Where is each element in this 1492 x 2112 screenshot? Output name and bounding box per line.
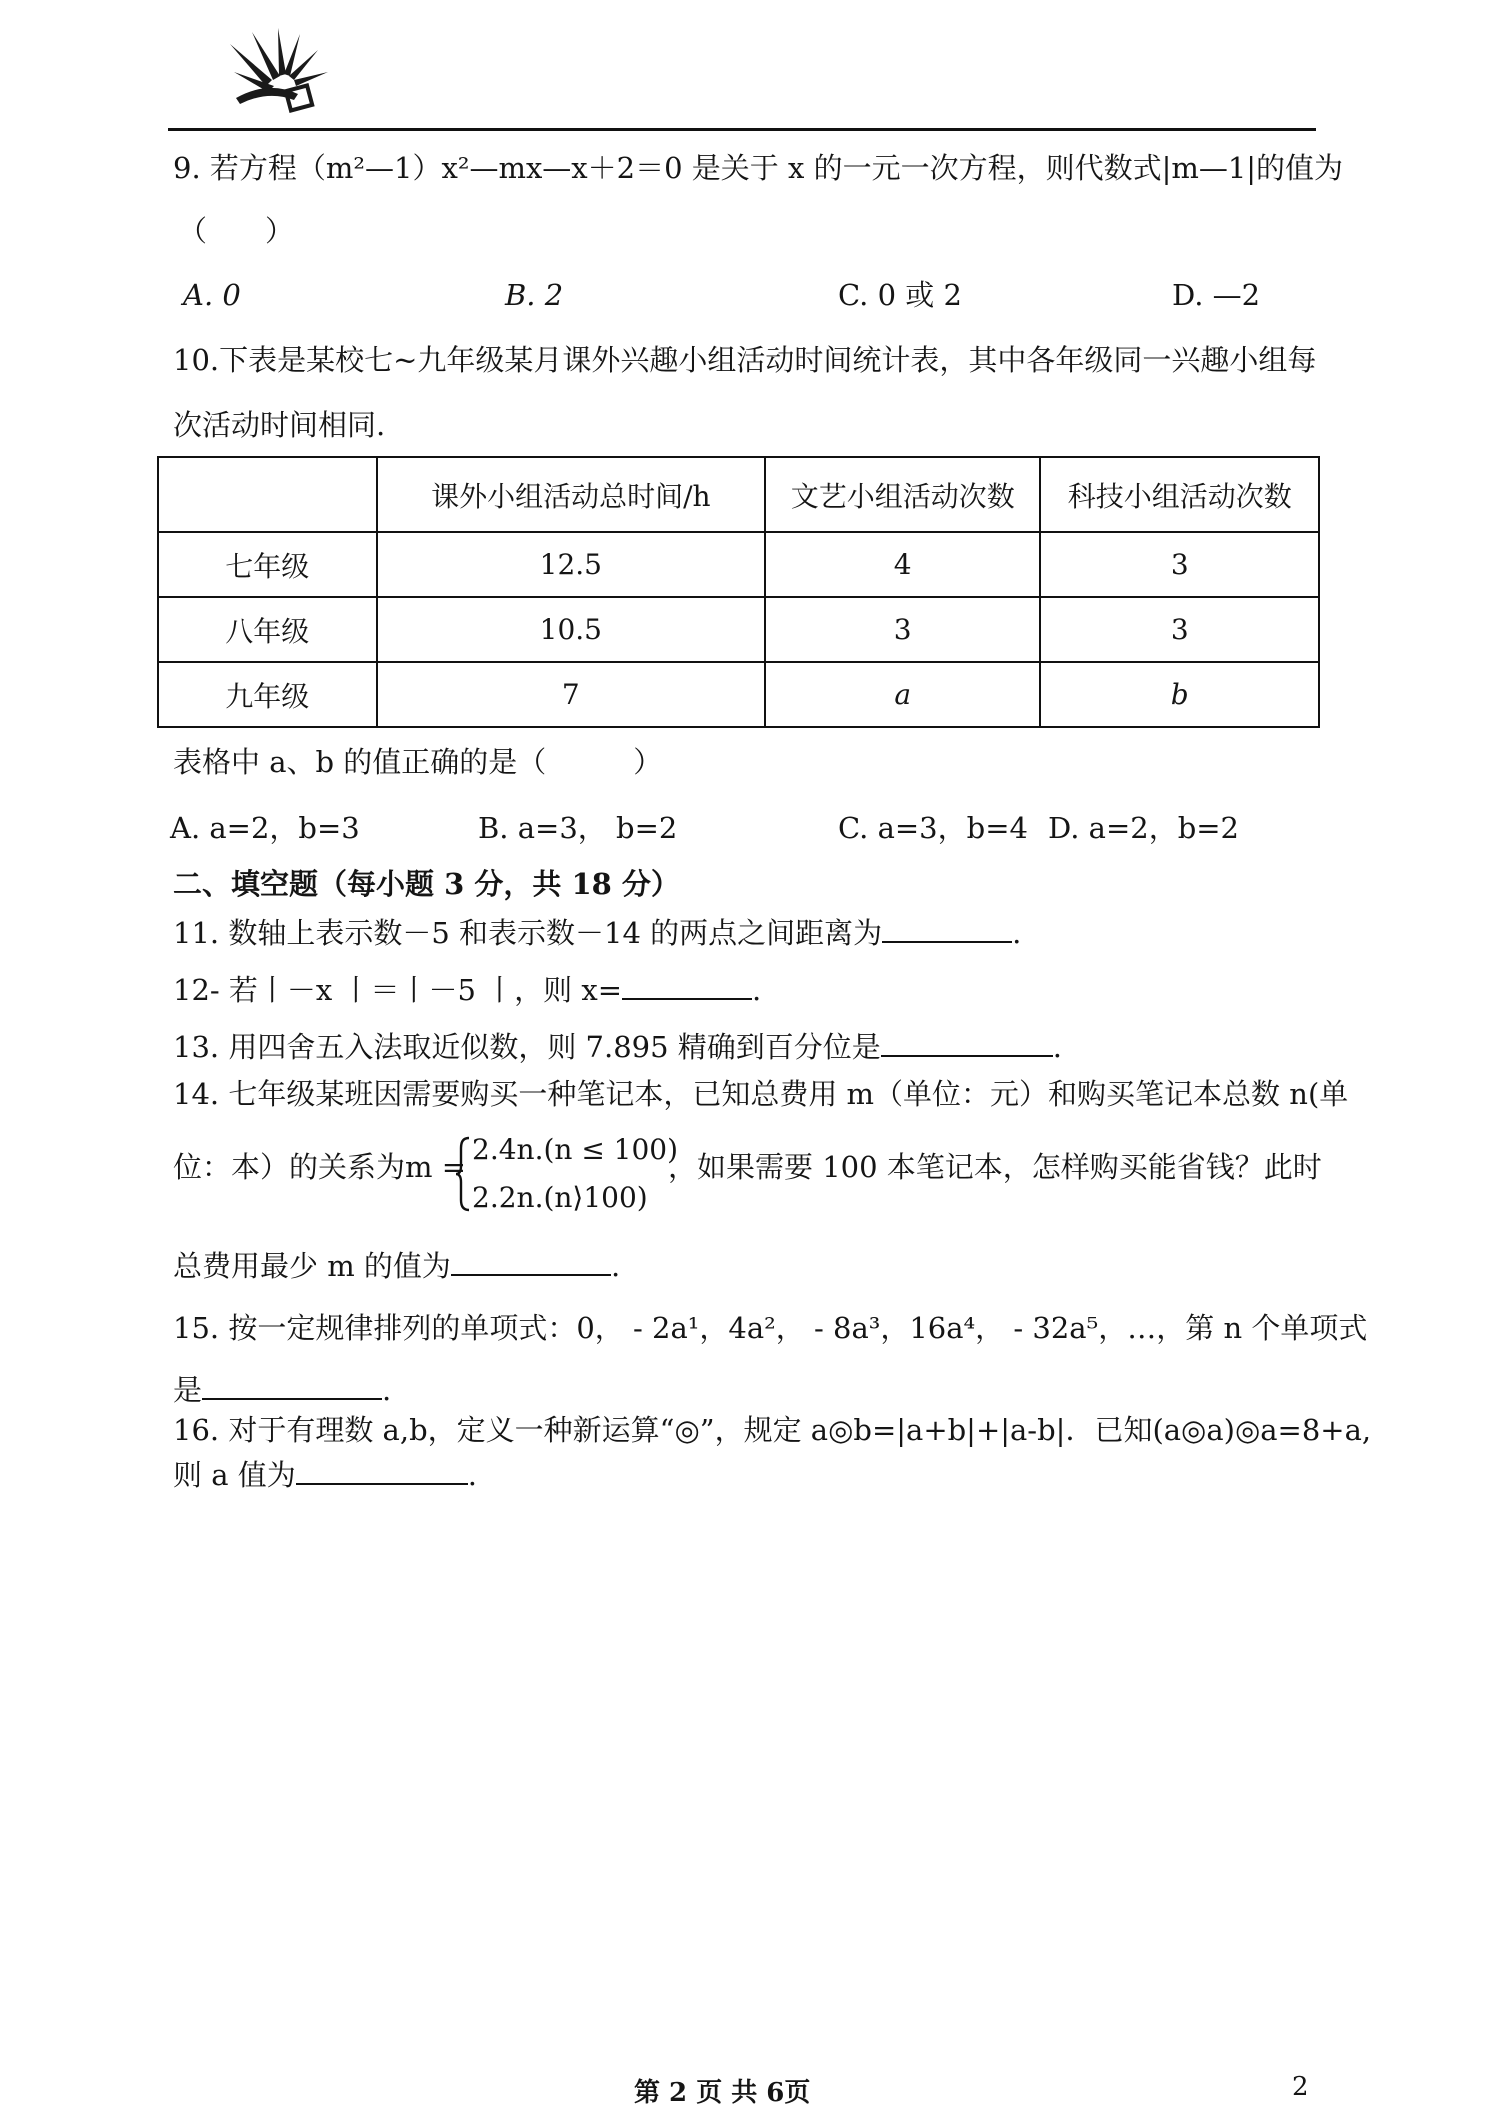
question-12-end: . (752, 973, 762, 1007)
question-14-end: . (610, 1249, 621, 1283)
table-cell: 七年级 (158, 532, 377, 597)
question-16-line2 (173, 1455, 477, 1493)
table-header-cell: 课外小组活动总时间/h (377, 457, 765, 532)
table-cell: 4 (765, 532, 1041, 597)
question-16-end: . (467, 1458, 477, 1492)
school-logo (228, 28, 332, 114)
question-14-line3-text: 总费用最少 m 的值为 (173, 1249, 451, 1283)
header-rule (168, 128, 1316, 131)
question-13-text: 13. 用四舍五入法取近似数，则 7.895 精确到百分位是 (173, 1030, 881, 1064)
table-cell: 3 (1040, 532, 1319, 597)
table-cell: 3 (765, 597, 1041, 662)
question-15-line2-text: 是 (173, 1373, 203, 1407)
question-15-end: . (382, 1373, 392, 1407)
table-header-cell: 文艺小组活动次数 (765, 457, 1041, 532)
table-header-row (158, 457, 1319, 532)
question-11-text: 11. 数轴上表示数－5 和表示数－14 的两点之间距离为 (173, 916, 883, 950)
piecewise-brace (455, 1136, 471, 1212)
piecewise-case-1: 2.4n.(n ≤ 100) (472, 1133, 679, 1166)
table-row (158, 532, 1319, 597)
table-cell: 12.5 (377, 532, 765, 597)
table-row (158, 662, 1319, 727)
question-16-text-line1: 16. 对于有理数 a,b，定义一种新运算“◎”，规定 a◎b=|a+b|+|a-b|．已知(a◎a)◎a=8+a, (173, 1413, 1372, 1447)
activity-table (157, 456, 1320, 728)
table-cell: 7 (377, 662, 765, 727)
question-11 (173, 913, 1021, 951)
question-10-option-d: D. a=2，b=2 (1048, 811, 1240, 845)
question-14-prefix: 位：本）的关系为m = (173, 1150, 467, 1184)
question-10-option-a: A. a=2，b=3 (170, 811, 360, 845)
answer-blank[interactable] (296, 1455, 468, 1485)
question-12-text: 12- 若丨－x 丨＝丨－5 丨，则 x= (173, 973, 623, 1007)
question-10-option-c: C. a=3，b=4 (838, 811, 1028, 845)
question-14-text-line1: 14. 七年级某班因需要购买一种笔记本，已知总费用 m（单位：元）和购买笔记本总数 n(单 (173, 1077, 1349, 1111)
table-cell: 九年级 (158, 662, 377, 727)
answer-blank[interactable] (202, 1370, 382, 1400)
question-10-prompt: 表格中 a、b 的值正确的是（ ） (173, 745, 663, 779)
piecewise-case-2: 2.2n.(n⟩100) (472, 1181, 648, 1214)
question-10-text-line1: 10.下表是某校七~九年级某月课外兴趣小组活动时间统计表，其中各年级同一兴趣小组每 (173, 343, 1317, 377)
table-header-cell: 科技小组活动次数 (1040, 457, 1319, 532)
question-9-text: 9. 若方程（m²—1）x²—mx—x＋2＝0 是关于 x 的一元一次方程，则代数式|m—1|的值为 (173, 151, 1344, 185)
question-9-answer-bracket: （ ） (178, 214, 295, 248)
table-cell: b (1040, 662, 1319, 727)
question-16-line2-text: 则 a 值为 (173, 1458, 296, 1492)
question-12 (173, 970, 761, 1008)
table-cell: 八年级 (158, 597, 377, 662)
table-cell: 10.5 (377, 597, 765, 662)
answer-blank[interactable] (451, 1246, 611, 1276)
table-cell: 3 (1040, 597, 1319, 662)
question-9-option-d: D. —2 (1172, 278, 1261, 312)
section-2-heading: 二、填空题（每小题 3 分，共 18 分） (173, 867, 680, 901)
answer-blank[interactable] (882, 913, 1012, 943)
question-14-suffix: ，如果需要 100 本笔记本，怎样购买能省钱？此时 (668, 1150, 1322, 1184)
page-number: 2 (1292, 2072, 1309, 2102)
question-14-line3 (173, 1246, 620, 1284)
question-10-text-line2: 次活动时间相同. (173, 408, 386, 442)
question-9-option-b: B. 2 (505, 278, 564, 312)
question-9-option-a: A. 0 (183, 278, 241, 312)
question-11-end: . (1012, 916, 1022, 950)
answer-blank[interactable] (881, 1027, 1053, 1057)
table-row (158, 597, 1319, 662)
question-13-end: . (1052, 1030, 1063, 1064)
page-footer: 第 2 页 共 6页 (634, 2078, 811, 2108)
question-10-option-b: B. a=3， b=2 (478, 811, 678, 845)
question-15-text-line1: 15. 按一定规律排列的单项式：0， - 2a¹，4a²， - 8a³，16a⁴， - 32a⁵，…，第 n 个单项式 (173, 1311, 1368, 1345)
question-9-option-c: C. 0 或 2 (838, 278, 962, 312)
question-15-line2 (173, 1370, 391, 1408)
answer-blank[interactable] (622, 970, 752, 1000)
table-cell: a (765, 662, 1041, 727)
question-13 (173, 1027, 1062, 1065)
table-header-cell (158, 457, 377, 532)
